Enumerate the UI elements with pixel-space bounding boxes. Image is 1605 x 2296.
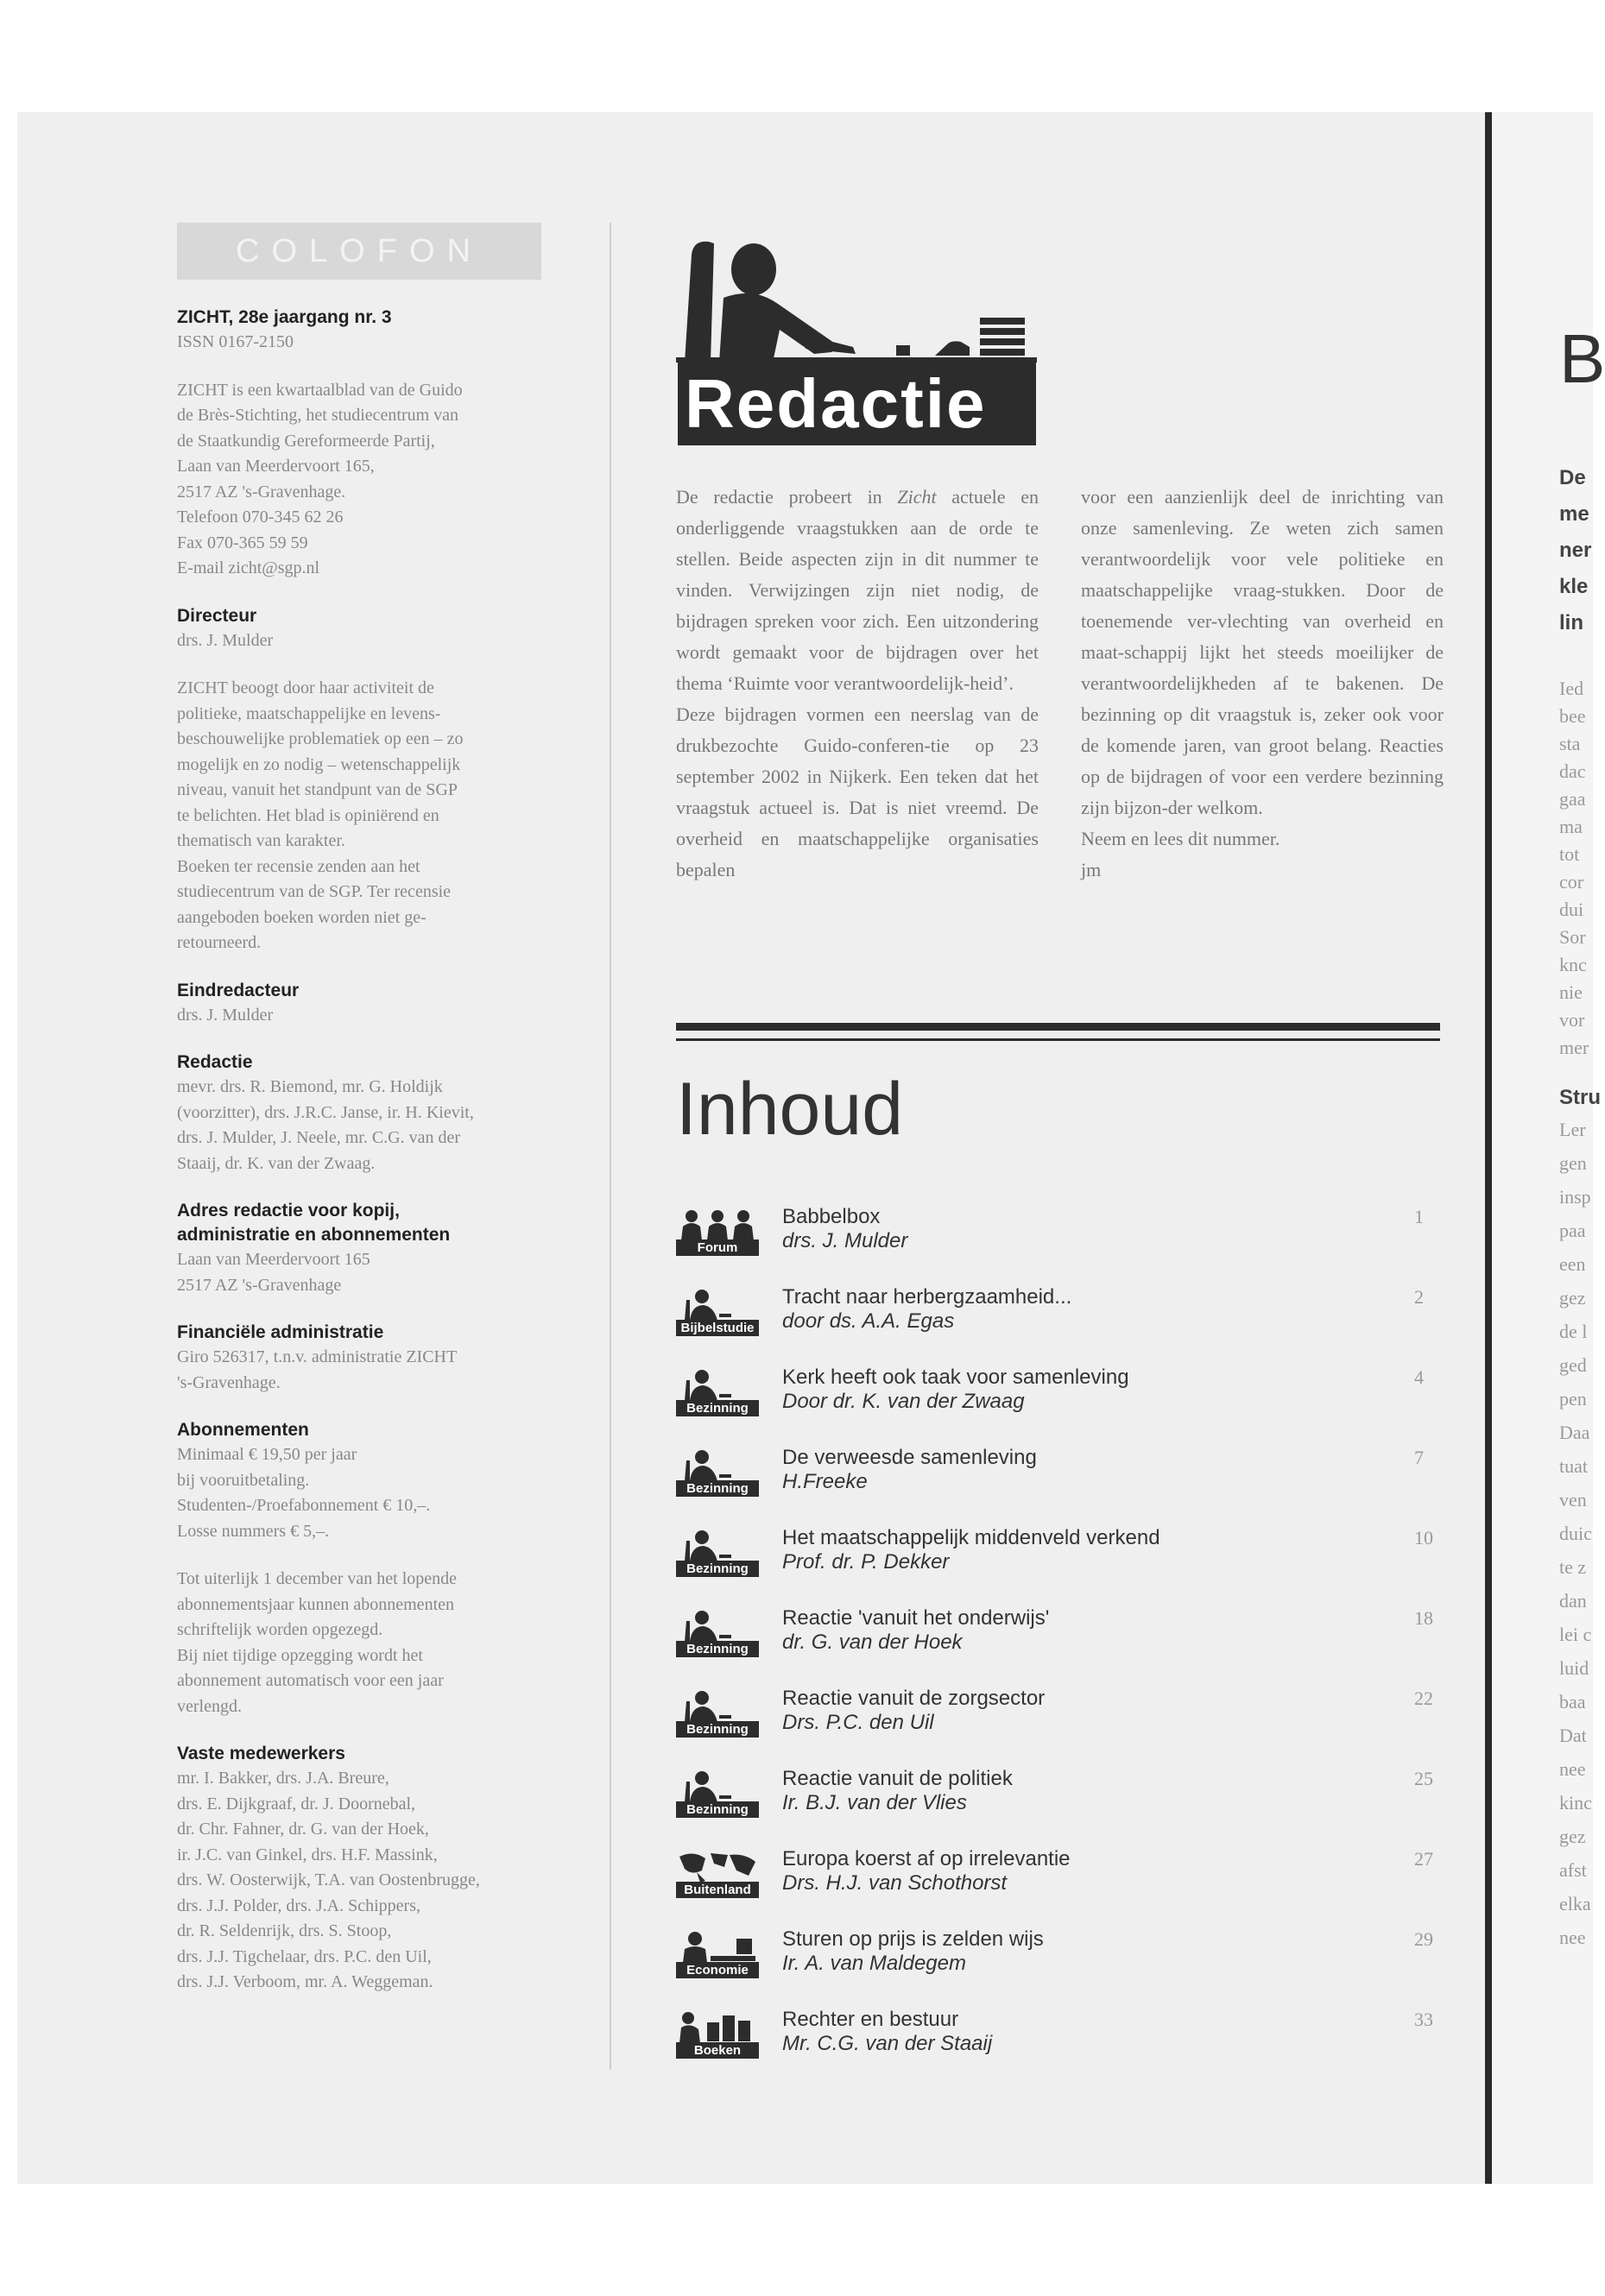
section-icon [676,1609,759,1657]
section-tag: Bezinning [676,1801,759,1818]
writer-at-desk-icon [676,233,1039,371]
next-page-line: mer [1559,1037,1589,1058]
colofon-line: beschouwelijke problematiek op een – zo [177,729,464,748]
colofon-block [177,1742,548,1996]
next-page-line: Ler [1559,1119,1586,1140]
colofon-line: de Staatkundig Gereformeerde Partij, [177,431,435,451]
colofon-line: ISSN 0167-2150 [177,332,294,351]
next-page-line: dac [1559,760,1586,782]
toc-entry[interactable] [676,1766,1444,1846]
next-page-line: Dat [1559,1725,1587,1746]
colofon-text [177,378,548,582]
section-icon [676,1689,759,1738]
colofon-line: Minimaal € 19,50 per jaar [177,1445,357,1464]
toc-author: H.Freeke [782,1470,868,1493]
colofon-line: abonnementsjaar kunnen abonnementen [177,1594,454,1614]
colofon-line: 2517 AZ 's-Gravenhage. [177,482,346,501]
section-tag: Bezinning [676,1641,759,1657]
colofon-line: ZICHT beoogt door haar activiteit de [177,678,434,697]
toc-author: door ds. A.A. Egas [782,1309,955,1333]
next-page-line: pen [1559,1388,1587,1410]
colofon-line: aangeboden boeken worden niet ge- [177,907,427,927]
colofon-text [177,330,548,356]
next-page-line: luid [1559,1657,1589,1679]
column-divider [610,223,611,2070]
toc-title[interactable]: Sturen op prijs is zelden wijs [782,1927,1044,1951]
next-page-line: baa [1559,1691,1586,1713]
next-page-line: nee [1559,1758,1586,1780]
toc-author: drs. J. Mulder [782,1229,908,1252]
section-tag: Bezinning [676,1480,759,1497]
section-icon [676,1288,759,1336]
colofon-line: abonnement automatisch voor een jaar [177,1671,444,1690]
section-tag: Bezinning [676,1721,759,1738]
next-page-line: gen [1559,1152,1587,1174]
colofon-block [177,1050,548,1176]
colofon-line: Laan van Meerdervoort 165 [177,1250,370,1269]
colofon-line: retourneerd. [177,933,262,952]
inhoud-title: Inhoud [676,1068,904,1151]
colofon-line: drs. J.J. Verboom, mr. A. Weggeman. [177,1972,433,1991]
colofon-column [177,223,548,2018]
colofon-line: 's-Gravenhage. [177,1372,281,1392]
colofon-line: Laan van Meerdervoort 165, [177,457,375,476]
colofon-line: Fax 070-365 59 59 [177,533,308,552]
intro-paragraph: Neem en lees dit nummer. [1081,828,1280,849]
next-page-lead-line: De [1559,466,1586,489]
colofon-block [177,378,548,582]
next-page-line: ma [1559,816,1583,837]
toc-author: Mr. C.G. van der Staaij [782,2032,993,2055]
next-page-line: gez [1559,1826,1586,1847]
toc-title[interactable]: Europa koerst af op irrelevantie [782,1847,1071,1870]
colofon-heading: Redactie [177,1052,253,1072]
colofon-line: ir. J.C. van Ginkel, drs. H.F. Massink, [177,1845,438,1864]
toc-page-number: 7 [1414,1447,1424,1468]
colofon-line: Staaij, dr. K. van der Zwaag. [177,1153,376,1173]
section-rule [676,1023,1440,1031]
next-page-line: vor [1559,1009,1585,1031]
next-page-line: lei c [1559,1624,1592,1645]
colofon-line: drs. J.J. Polder, drs. J.A. Schippers, [177,1895,420,1915]
section-icon [676,2010,759,2059]
colofon-line: te belichten. Het blad is opiniërend en [177,805,439,825]
next-page-lead-line: kle [1559,575,1589,598]
toc-page-number: 1 [1414,1206,1424,1227]
toc-title[interactable]: Het maatschappelijk middenveld verkend [782,1526,1160,1549]
next-page-line: bee [1559,705,1586,727]
toc-page-number: 22 [1414,1687,1433,1709]
toc-title[interactable]: Rechter en bestuur [782,2008,959,2031]
colofon-line: schriftelijk worden opgezegd. [177,1620,383,1639]
section-tag: Boeken [676,2042,759,2059]
section-tag: Bezinning [676,1400,759,1416]
toc-title[interactable]: De verweesde samenleving [782,1446,1037,1469]
toc-page-number: 10 [1414,1527,1433,1549]
colofon-block [177,604,548,654]
section-tag: Buitenland [676,1882,759,1898]
next-page-lead-line: lin [1559,611,1583,634]
intro-paragraph: De redactie probeert in Zicht actuele en onderliggende vraagstukken aan de orde te stellen. Beide aspecten zijn in dit nummer te vinden. Verwijzingen zijn niet nodig, de bijdragen spreken voor zich. Een uitzondering wordt gemaakt voor de bijdragen over het thema ‘Ruimte voor verantwoordelijk-heid’. [676,486,1039,694]
colofon-block [177,979,548,1029]
colofon-text [177,1075,548,1176]
toc-entry[interactable] [676,1365,1444,1445]
colofon-line: thematisch van karakter. [177,831,345,850]
next-page-lead-line: me [1559,502,1589,526]
colofon-heading: Eindredacteur [177,980,300,1000]
section-icon [676,1368,759,1416]
next-page-line: afst [1559,1859,1587,1881]
toc-author: Drs. P.C. den Uil [782,1711,934,1734]
toc-author: dr. G. van der Hoek [782,1631,963,1654]
section-tag: Bezinning [676,1561,759,1577]
toc-page-number: 18 [1414,1607,1433,1629]
colofon-line: ZICHT is een kwartaalblad van de Guido [177,380,463,400]
next-page-line: duic [1559,1523,1592,1544]
next-page-line: ven [1559,1489,1587,1511]
next-page-subheading: Stru [1559,1086,1601,1109]
next-page-line: Ied [1559,678,1584,699]
next-page-line: kinc [1559,1792,1592,1813]
next-page-line: gaa [1559,788,1586,810]
toc-author: Ir. A. van Maldegem [782,1952,966,1975]
toc-entry[interactable] [676,1445,1444,1525]
toc-title[interactable]: Reactie vanuit de zorgsector [782,1687,1046,1710]
colofon-text [177,1442,548,1544]
colofon-line: E-mail zicht@sgp.nl [177,558,320,577]
section-icon [676,1448,759,1497]
next-page-line: nie [1559,981,1583,1003]
page-spine [1485,112,1492,2184]
intro-paragraph: voor een aanzienlijk deel de inrichting van onze samenleving. Ze weten zich samen verantwoordelijk voor vele politieke en maatschappelijke vraag-stukken. Door de toenemende ver-vlechting van overheid en maat-schappij lijkt het steeds moeilijker de verantwoordelijkheden af te bakenen. De bezinning op dit vraagstuk is, zeker ook voor de komende jaren, van groot belang. Reacties op de bijdragen of voor een verdere bezinning zijn bijzon-der welkom. [1081,486,1444,818]
toc-entry[interactable] [676,1525,1444,1605]
colofon-heading: administratie en abonnementen [177,1225,451,1245]
colofon-line: Giro 526317, t.n.v. administratie ZICHT [177,1347,458,1366]
toc-title[interactable]: Reactie vanuit de politiek [782,1767,1013,1790]
colofon-line: drs. J. Mulder, J. Neele, mr. C.G. van der [177,1128,461,1147]
section-rule-thin [676,1038,1440,1041]
toc-entry[interactable] [676,1605,1444,1686]
section-icon [676,1769,759,1818]
colofon-line: verlengd. [177,1696,242,1716]
intro-paragraph: jm [1081,859,1102,880]
next-page-lead-line: ner [1559,539,1592,562]
next-page-line: tot [1559,843,1580,865]
colofon-heading: Directeur [177,605,257,626]
colofon-heading: ZICHT, 28e jaargang nr. 3 [177,307,392,327]
toc-page-number: 33 [1414,2009,1433,2030]
colofon-line: drs. E. Dijkgraaf, dr. J. Doornebal, [177,1794,416,1813]
next-page-line: paa [1559,1220,1586,1241]
logo-text: Redactie [685,365,987,442]
colofon-line: bij vooruitbetaling. [177,1470,310,1490]
section-tag: Forum [676,1239,759,1256]
colofon-block [177,1567,548,1719]
toc-author: Door dr. K. van der Zwaag [782,1390,1025,1413]
colofon-line: drs. J. Mulder [177,1005,274,1025]
colofon-line: Losse nummers € 5,–. [177,1521,330,1541]
colofon-heading: Abonnementen [177,1420,309,1440]
toc-page-number: 4 [1414,1366,1424,1388]
section-icon [676,1529,759,1577]
colofon-line: dr. R. Seldenrijk, drs. S. Stoop, [177,1921,392,1940]
next-page-line: gez [1559,1287,1586,1309]
intro-right-column [1081,482,1444,886]
next-page-line: sta [1559,733,1581,754]
toc-title[interactable]: Babbelbox [782,1205,881,1228]
intro-left-column [676,482,1039,886]
colofon-line: Studenten-/Proefabonnement € 10,–. [177,1496,431,1515]
toc-author: Drs. H.J. van Schothorst [782,1871,1008,1895]
next-page-line: de l [1559,1321,1588,1342]
colofon-line: (voorzitter), drs. J.R.C. Janse, ir. H. Kievit, [177,1102,474,1122]
colofon-line: drs. J. Mulder [177,630,274,650]
colofon-block [177,676,548,956]
colofon-line: Telefoon 070-345 62 26 [177,508,344,527]
next-page-line: dui [1559,899,1584,920]
next-page-line: Daa [1559,1422,1590,1443]
next-page-line: knc [1559,954,1587,975]
colofon-line: studiecentrum van de SGP. Ter recensie [177,882,452,901]
colofon-heading: Vaste medewerkers [177,1744,345,1763]
next-page-line: dan [1559,1590,1587,1612]
colofon-line: mevr. drs. R. Biemond, mr. G. Holdijk [177,1077,443,1096]
toc-entry[interactable] [676,1846,1444,1927]
colofon-block [177,1321,548,1396]
colofon-line: niveau, vanuit het standpunt van de SGP [177,780,458,799]
colofon-line: Boeken ter recensie zenden aan het [177,856,420,876]
toc-entry[interactable] [676,2007,1444,2087]
colofon-block [177,1199,548,1298]
next-page-line: cor [1559,871,1584,893]
toc-title[interactable]: Kerk heeft ook taak voor samenleving [782,1366,1129,1389]
colofon-block [177,306,548,356]
next-page-line: Sor [1559,926,1586,948]
toc-page-number: 29 [1414,1928,1433,1950]
intro-paragraph: Deze bijdragen vormen een neerslag van de drukbezochte Guido-conferen-tie op 23 september 2002 in Nijkerk. Een teken dat het vraagstuk actueel is. Dat is niet vreemd. De overheid en maatschappelijke organisaties bepalen [676,703,1039,880]
redactie-logo [676,233,1039,447]
toc-entry[interactable] [676,1927,1444,2007]
colofon-line: drs. J.J. Tigchelaar, drs. P.C. den Uil, [177,1946,432,1966]
next-page-line: ged [1559,1354,1587,1376]
colofon-line: Tot uiterlijk 1 december van het lopende [177,1569,458,1588]
colofon-text [177,628,548,654]
colofon-line: 2517 AZ 's-Gravenhage [177,1275,342,1295]
toc-title[interactable]: Reactie 'vanuit het onderwijs' [782,1606,1050,1630]
toc-author: Ir. B.J. van der Vlies [782,1791,967,1814]
section-tag: Economie [676,1962,759,1978]
section-icon [676,1208,759,1256]
colofon-text [177,1003,548,1029]
colofon-line: mr. I. Bakker, drs. J.A. Breure, [177,1769,389,1788]
colofon-heading: Adres redactie voor kopij, [177,1201,400,1221]
colofon-banner: COLOFON [177,223,541,280]
next-page-line: insp [1559,1186,1591,1208]
next-page-initial: B [1559,320,1605,397]
colofon-line: dr. Chr. Fahner, dr. G. van der Hoek, [177,1820,429,1839]
toc-page-number: 27 [1414,1848,1433,1870]
toc-page-number: 25 [1414,1768,1433,1789]
colofon-line: mogelijk en zo nodig – wetenschappelijk [177,754,461,774]
toc-title[interactable]: Tracht naar herbergzaamheid... [782,1285,1072,1309]
next-page-line: tuat [1559,1455,1588,1477]
colofon-text [177,1567,548,1719]
colofon-text [177,1766,548,1996]
section-icon [676,1930,759,1978]
section-icon [676,1850,759,1898]
colofon-line: de Brès-Stichting, het studiecentrum van [177,406,459,425]
colofon-line: drs. W. Oosterwijk, T.A. van Oostenbrugge, [177,1870,480,1889]
table-of-contents [676,1204,1444,2087]
colofon-line: Bij niet tijdige opzegging wordt het [177,1645,423,1665]
next-page-line: elka [1559,1893,1591,1914]
colofon-text [177,676,548,956]
next-page-line: nee [1559,1927,1586,1948]
section-tag: Bijbelstudie [676,1320,759,1336]
toc-author: Prof. dr. P. Dekker [782,1550,950,1574]
next-page-line: te z [1559,1556,1587,1578]
colofon-heading: Financiële administratie [177,1322,384,1342]
toc-entry[interactable] [676,1284,1444,1365]
colofon-text [177,1345,548,1396]
toc-page-number: 2 [1414,1286,1424,1308]
colofon-block [177,1418,548,1544]
colofon-text [177,1247,548,1298]
next-page [1492,112,1605,2184]
toc-entry[interactable] [676,1204,1444,1284]
next-page-line: een [1559,1253,1586,1275]
colofon-line: politieke, maatschappelijke en levens- [177,703,441,723]
toc-entry[interactable] [676,1686,1444,1766]
